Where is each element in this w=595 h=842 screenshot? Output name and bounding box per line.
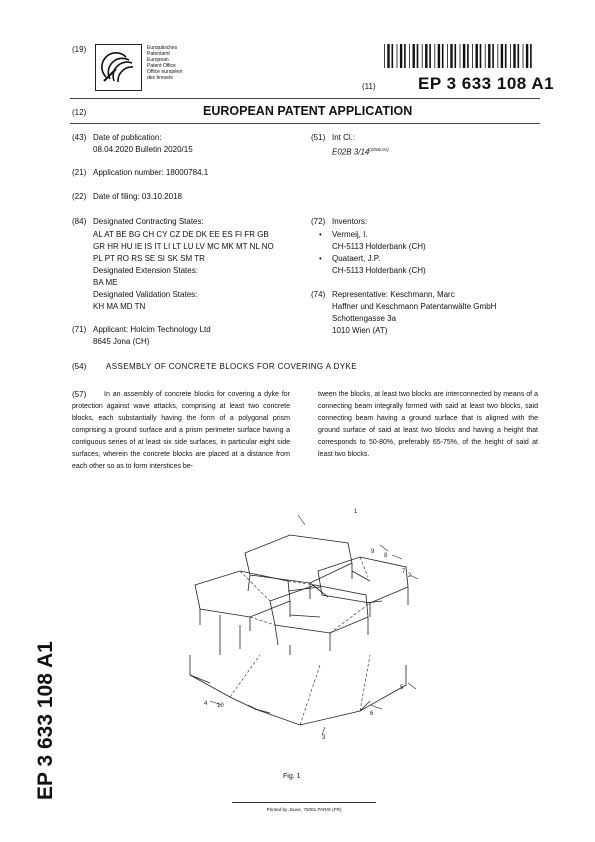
barcode-bar — [480, 44, 482, 68]
divider — [70, 123, 540, 124]
barcode-bar — [467, 44, 469, 68]
application-number: Application number: 18000784.1 — [93, 168, 209, 177]
barcode-bar — [434, 44, 435, 68]
bullet: • — [319, 230, 322, 239]
int-cl-label: Int Cl.: — [332, 133, 356, 142]
inid-code-12: (12) — [72, 108, 87, 117]
inid-code-51: (51) — [311, 133, 326, 142]
contracting-states: AL AT BE BG CH CY CZ DE DK EE ES FI FR GB — [93, 230, 269, 239]
barcode — [384, 44, 536, 68]
filing-date: Date of filing: 03.10.2018 — [93, 192, 182, 201]
epo-logo — [95, 44, 142, 91]
barcode-bar — [472, 44, 473, 68]
contracting-states-label: Designated Contracting States: — [93, 217, 204, 226]
inventor-name: Quataert, J.P. — [332, 254, 381, 263]
representative: Representative: Keschmann, Marc — [332, 290, 455, 299]
barcode-bar — [442, 44, 444, 68]
figure-label: 6 — [370, 711, 374, 717]
barcode-bar — [488, 44, 490, 68]
publication-date: 08.04.2020 Bulletin 2020/15 — [93, 145, 193, 154]
contracting-states: PL PT RO RS SE SI SK SM TR — [93, 254, 205, 263]
barcode-bar — [497, 44, 498, 68]
barcode-bar — [425, 44, 427, 68]
barcode-bar — [460, 44, 461, 68]
footer-divider — [232, 802, 376, 803]
barcode-bar — [409, 44, 410, 68]
figure-label: 10 — [217, 703, 224, 709]
epo-logo-mark — [96, 45, 141, 90]
validation-states-label: Designated Validation States: — [93, 290, 198, 299]
barcode-bar — [510, 44, 511, 68]
contracting-states: GR HR HU IE IS IT LI LT LU LV MC MK MT NL NO — [93, 242, 274, 251]
barcode-bar — [392, 44, 394, 68]
barcode-bar — [422, 44, 423, 68]
barcode-bar — [417, 44, 419, 68]
inid-code-72: (72) — [311, 217, 326, 226]
inventors-label: Inventors: — [332, 217, 368, 226]
printer-note: Printed by Jouve, 75001 PARIS (FR) — [266, 807, 342, 812]
figure-drawing — [170, 505, 430, 745]
barcode-bar — [476, 44, 478, 68]
barcode-bar — [518, 44, 520, 68]
inid-code-43: (43) — [72, 133, 87, 142]
barcode-bar — [400, 44, 402, 68]
barcode-bar — [523, 44, 524, 68]
validation-states: KH MA MD TN — [93, 302, 146, 311]
applicant-address: 8645 Jona (CH) — [93, 337, 150, 346]
barcode-bar — [463, 44, 465, 68]
figure-label: 8 — [384, 553, 388, 559]
office-name: Europäisches Patentamt European Patent Office Office européen des brevets — [147, 45, 183, 81]
figure-label: 4 — [204, 701, 208, 707]
representative: Haffner und Keschmann Patentanwälte GmbH — [332, 302, 497, 311]
publication-number: EP 3 633 108 A1 — [418, 74, 555, 93]
barcode-bar — [485, 44, 486, 68]
barcode-bar — [438, 44, 440, 68]
extension-states-label: Designated Extension States: — [93, 266, 198, 275]
barcode-bar — [413, 44, 415, 68]
inid-code-11: (11) — [362, 82, 376, 91]
inid-code-74: (74) — [311, 290, 326, 299]
inventor-address: CH-5113 Holderbank (CH) — [332, 266, 426, 275]
barcode-bar — [429, 44, 431, 68]
divider — [70, 98, 540, 99]
barcode-bar — [447, 44, 448, 68]
document-type: EUROPEAN PATENT APPLICATION — [203, 104, 413, 118]
inventor-address: CH-5113 Holderbank (CH) — [332, 242, 426, 251]
figure-label: 7 — [402, 569, 406, 575]
barcode-bar — [492, 44, 494, 68]
barcode-bar — [513, 44, 515, 68]
barcode-bar — [387, 44, 389, 68]
bullet: • — [319, 254, 322, 263]
inid-code-21: (21) — [72, 168, 87, 177]
publication-date-label: Date of publication: — [93, 133, 162, 142]
barcode-bar — [530, 44, 532, 68]
invention-title: ASSEMBLY OF CONCRETE BLOCKS FOR COVERING A DYKE — [106, 362, 358, 371]
abstract-col-2: tween the blocks, at least two blocks are interconnected by means of a connecting beam integrally formed with said at least two blocks, said connecting beam having a ground surface that is aligned with the ground surface of said at least two blocks and having a height that corresponds to 50-80%, preferably 65-75%, of the height of said at least two blocks. — [318, 391, 538, 458]
barcode-bar — [455, 44, 457, 68]
barcode-bar — [501, 44, 503, 68]
inventor-name: Vermeij, I. — [332, 230, 368, 239]
figure-label: 3 — [322, 735, 326, 741]
extension-states: BA ME — [93, 278, 118, 287]
barcode-bar — [450, 44, 452, 68]
representative: 1010 Wien (AT) — [332, 326, 388, 335]
figure-label: 9 — [371, 549, 375, 555]
inid-code-19: (19) — [72, 45, 87, 54]
barcode-bar — [397, 44, 398, 68]
figure-label: 5 — [400, 685, 404, 691]
barcode-bar — [384, 44, 385, 68]
barcode-bar — [505, 44, 507, 68]
barcode-bar — [526, 44, 528, 68]
applicant: Applicant: Holcim Technology Ltd — [93, 325, 211, 334]
figure-label: 2 — [408, 573, 412, 579]
figure-caption: Fig. 1 — [283, 773, 301, 780]
inid-code-84: (84) — [72, 217, 87, 226]
int-cl: E02B $3/14^{(2006.01)}$ — [332, 147, 389, 157]
inid-code-54: (54) — [72, 362, 87, 371]
abstract-col-1: In an assembly of concrete blocks for covering a dyke for protection against wave attacks, comprising at least two concrete blocks, each substantially having the form of a polygonal prism comprising a ground surface and a prism perimeter surface having a contiguous series of at least six side surfaces, in particular eight side surfaces, wherein the concrete blocks are placed at a distance from each other so as to form interstices be- — [72, 391, 290, 470]
inid-code-57: (57) — [72, 390, 87, 399]
inid-code-22: (22) — [72, 192, 87, 201]
inid-code-71: (71) — [72, 325, 87, 334]
figure-label: 1 — [354, 509, 358, 515]
side-publication-number: EP 3 633 108 A1 — [34, 641, 57, 800]
representative: Schottengasse 3a — [332, 314, 397, 323]
barcode-bar — [404, 44, 406, 68]
